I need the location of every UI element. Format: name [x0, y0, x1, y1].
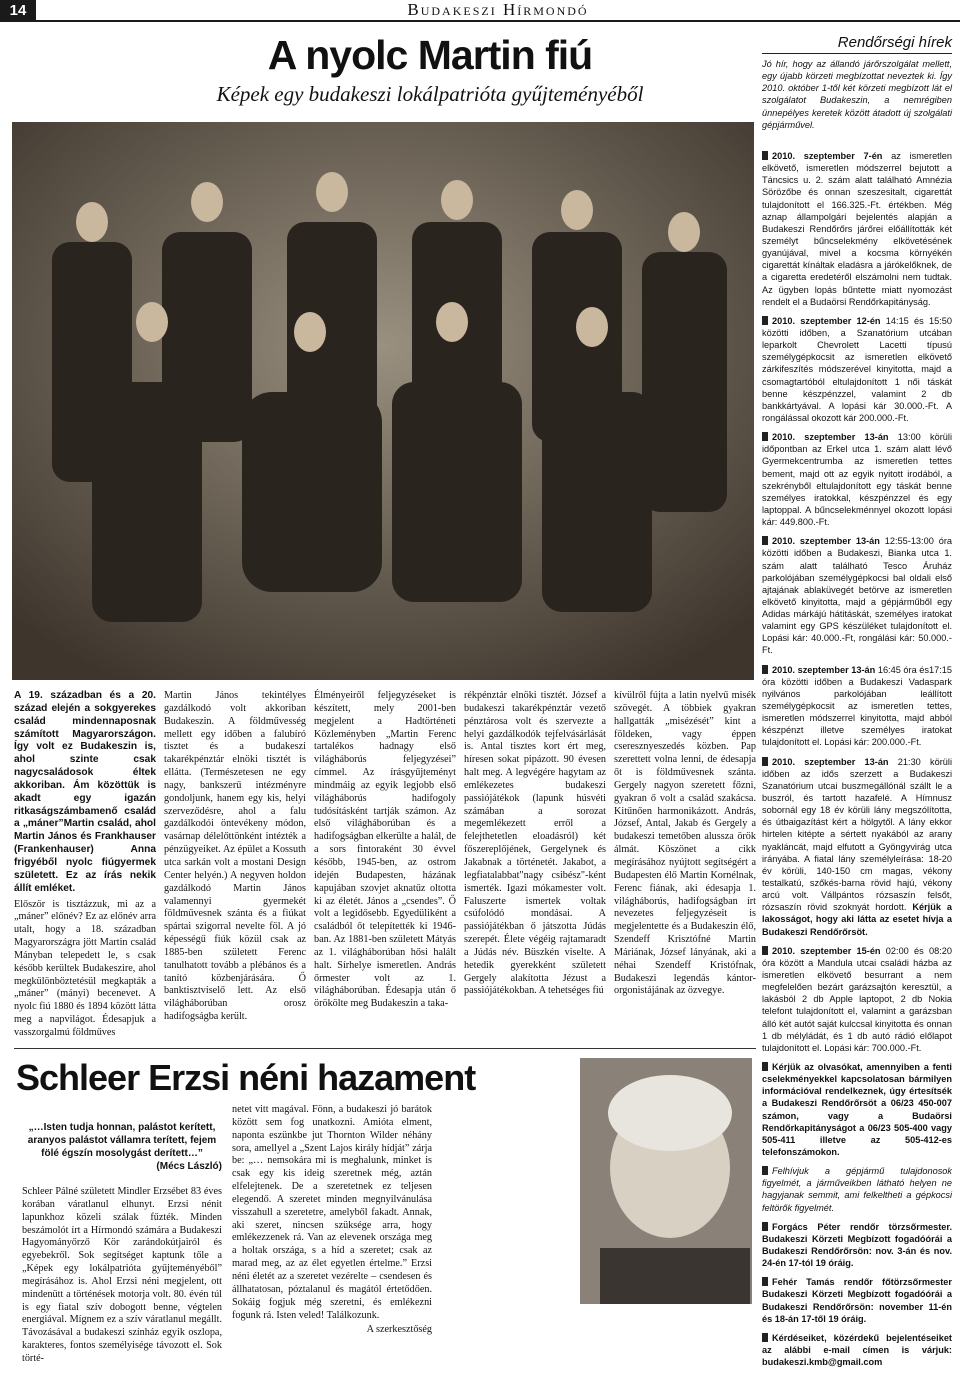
police-notice: Kérjük az olvasókat, amennyiben a fenti cselekményekkel kapcsolatosan bármilyen információval rendelkeznek, úgy értesítsék a Budakeszi Rendőrőrsöt a 06/23 450-007 számon, vagy a Budaörsi Rendőrkapitányságot a 06/23 505-400 vagy 505-411 illetve az 505-412-es telefonszámokon.	[762, 1061, 952, 1157]
page-number: 14	[0, 0, 36, 22]
article-subtitle: Képek egy budakeszi lokálpatrióta gyűjteményéből	[216, 82, 644, 106]
bullet-square-icon	[762, 432, 768, 441]
bullet-square-icon	[762, 536, 768, 545]
police-item: 2010. szeptember 13-án 12:55-13:00 óra közötti időben a Budakeszi, Bianka utca 1. szám alatt található Tesco Áruház parkolójában személygépkocsi bal oldali első ajtajának ablaküvegét betörve az ismeretlen elkövető kinyitotta, majd a gépjárműből egy Adidas márkájú hátitáskát, személyes iratokat valamint egy GPS készüléket tulajdonított el. Lopási kár: 40.000.-Ft, rongálási kár: 50.000.-Ft.	[762, 536, 952, 656]
portrait-photo	[580, 1058, 752, 1304]
police-news-heading: Rendőrségi hírek	[762, 34, 952, 54]
police-item: 2010. szeptember 13-án 13:00 körüli időpontban az Erkel utca 1. szám alatt lévő Gyermekcentrumba az ismeretlen tettes bement, majd ott az egyik nyitott irodából, a szekrényből eltulajdonított egy táskát benne személyes iratokkal, készpénzzel és egy laptoppal. A bűncselekménnyel okozott lopási kár: 449.800.-Ft.	[762, 432, 952, 528]
police-notice: Forgács Péter rendőr törzsőrmester. Budakeszi Körzeti Megbízott fogadóórái a Budakeszi Rendőrőrsön: nov. 3-án és nov. 24-én 17-tól 19 óráig.	[762, 1221, 952, 1269]
article-lead: A 19. században és a 20. század elején a sokgyerekes család mindennaposnak számított Magyarországon. Így volt ez Budakeszin is, ahol szinte csak nagycsaládosok éltek akkoriban. Ám közöttük is akadt egy igazán ritkaságszámbamenő család a „máner”Martin család, ahol Martin János és Frankhauser (Frankenhauser) Anna frigyéből nyolc fiúgyermek született. Ez az írás nekik állít emléket.	[14, 690, 156, 894]
bullet-square-icon	[762, 665, 768, 674]
bullet-square-icon	[762, 757, 768, 766]
police-item: 2010. szeptember 13-án 16:45 óra és17:15 óra közötti időben a Budakeszi Vadaspark nyilvános parkolójában leállított személygépkocsit az ismeretlen tettes, ismeretlen módszerrel kinyitotta, majd abból készpénzt illetve személyes iratokat tulajdonított el. Lopási kár: 200.000.-Ft.	[762, 664, 952, 748]
police-item: 2010. szeptember 7-én az ismeretlen elkövető, ismeretlen módszerrel bejutott a Táncsics u. 2. szám alatt található Amnézia Sörözőbe és onnan szeszesitalt, cigarettát tulajdonított el 166.325.-Ft. értékben. Még aznap állampolgári bejelentés alapján a Budakeszi Rendőrőrs járőrei előállították két személyt bűncselekmény elkövetésének gyanújával, mivel a kocsma környékén cigarettát kínáltak eladásra a járókelőknek, de a cigaretta eredetéről elszámolni nem tudtak. Az ügyben lopás bűntette miatt nyomozást rendelt el a Budaörsi Rendőrkapitányság.	[762, 151, 952, 307]
bullet-square-icon	[762, 1166, 768, 1175]
police-intro: Jó hír, hogy az állandó járőrszolgálat mellett, egy újabb körzeti megbízottat neveztek ki. Így 2010. október 1-től két körzeti megbízott lát el szolgálatot Budakeszin, a nemrégiben ünnepélyes keretek között átadott új szolgálati gépjárművel.	[762, 59, 952, 130]
police-notice: Fehér Tamás rendőr főtörzsőrmester Budakeszi Körzeti Megbízott fogadóórái a Budakeszi Rendőrőrsön: november 11-én és 18-án 17-től 19 óráig.	[762, 1277, 952, 1324]
obituary-title: Schleer Erzsi néni hazament	[16, 1057, 476, 1098]
family-group-photo	[12, 122, 754, 680]
article-column-1	[14, 690, 156, 1043]
bullet-square-icon	[762, 946, 768, 955]
police-item: 2010. szeptember 15-én 02:00 és 08:20 óra között a Mandula utcai családi házba az ismeretlen elkövető besurrant a nem megfelelően bezárt garázsajtón keresztül, a lakásból 2 db Apple laptopot, 2 db Nokia telefont tulajdonított el, valamint a garázsban álló két autót saját kulccsal kinyitotta és onnan 1 db mélyládát, és 1 db autó rádió előlapot tulajdonított el. Lopási kár: 700.000.-Ft.	[762, 945, 952, 1053]
bullet-square-icon	[762, 1062, 768, 1071]
bullet-square-icon	[762, 1222, 768, 1231]
article-text: Először is tisztázzuk, mi az a „máner” előnév? Ez az előnév arra utalt, hogy a 18. században Magyarországra jött Martin család Mányban telepedett le, s csak később kerültek Budakeszire, ahol megkülönböztetésül megkapták a „máner” (mányi) becenevet. A nyolc fiú 1880 és 1894 között látta meg a napvilágot. Édesapjuk a vasszorgalmú földműves	[14, 898, 156, 1038]
police-item: 2010. szeptember 13-án 21:30 körüli időben az idős szerzett a Budakeszi Szanatórium utcai buszmegállónál szállt le a buszról, és tartott hazafelé. A Hímnusz sobornál egy 18 év körüli lány megszólította, és útbaigazítást kért a hölgytől. A lány ekkor hirtelen kitépte a sértett nyakából az arany nyakláncát, majd elfutott a Gyöngyvirág utca irányába. A fiatal lány személyleírása: 18-20 év körüli, 140-150 cm magas, vékony testalkatú, szőkés-barna rövid hajú, vékony arcú volt. Vállpántos rózsaszín felsőt, rózsaszín rövid szoknyát hordott. Kérjük a lakosságot, hogy aki látta az esetet hívja a Budakeszi Rendőrőrsöt.	[762, 756, 952, 937]
bullet-square-icon	[762, 1333, 768, 1342]
obituary-signature: A szerkesztőség	[366, 1324, 432, 1336]
article-column-5: kívülről fújta a latin nyelvű misék szövegét. A többiek gyakran hallgatták „misézését” kint a földeken, vagy éppen cseresznyeszedés közben. Pap szerettett volna lenni, de édesapja őt is földművesnek szánta. Gergely nagyon szeretett főzni, gyakran ő volt a család szakácsa. Kitűnően harmonikázott. András, József, Antal, Jakab és Gergely a budakeszi temetőben alussza örök álmát. Köszönet a cikk megírásához nyújtott segítségért a Budapesten élő Martin Kornélnak, Ferenc fiának, aki édesapja 1. világháborús, hadifogságban írt nevezetes feljegyzéseit is megjelentette és a Budakeszin élő, Szendeff Krisztófné Martin Máriának, József lányának, aki a néhai Szendeff Kristófnak, Budakeszi legendás kántor-orgonistájának az özvegye.	[614, 690, 756, 997]
section-divider	[14, 1048, 756, 1049]
police-notice: Kérdéseiket, közérdekű bejelentéseiket az alábbi e-mail címen is várjuk: budakeszi.kmb@gmail.com	[762, 1332, 952, 1368]
bullet-square-icon	[762, 1277, 768, 1286]
police-notice: Felhívjuk a gépjármű tulajdonosok figyelmét, a járműveikben látható helyen ne hagyjanak semmit, ami felkeltheti a gépkocsi feltörők figyelmét.	[762, 1166, 952, 1213]
bullet-square-icon	[762, 316, 768, 325]
police-item: 2010. szeptember 12-én 14:15 és 15:50 közötti időben, a Szanatórium utcában leparkolt Chevrolett Lacetti típusú személygépkocsit az ismeretlen elkövető zárkifeszítés módszerével kinyitotta, majd a csomagtartóból eltulajdonított 1 női táskát benne készpénzzel, valamint 2 db bankkártyával. A lopási kár 30.000.-Ft. A rongálással okozott kár 200.000.-Ft.	[762, 315, 952, 423]
article-column-3: Élményeiről feljegyzéseket is készített, mely 2001-ben megjelent a Hadtörténeti Közleményben „Martin Ferenc tartalékos hadnagy első világháborús feljegyzései” címmel. Az írásgyűjteményt mindmáig az egyik legjobb első világháborús hadifogoly tudósításként tartják számon. Az első világháborúban és a hadifogságban elkerülte a halál, de a sors fintoraként 30 évvel később, 1945-ben, az ostrom idején Budapesten, házának kapujában szovjet aknatűz oltotta ki az életét. János a „csendes”. Ő volt a legidősebb. Egyedüliként a családból őt telepítették ki 1946-ban. Az 1881-ben született Mátyás az 1. világháborúban hősi halált halt. Sírhelye ismeretlen. András őrmester volt az 1. világháborúban. Édesapja után ő örökölte meg Budakeszin a taka-	[314, 690, 456, 1010]
police-items	[762, 150, 952, 1375]
bullet-square-icon	[762, 151, 768, 160]
obituary-column-2: netet vitt magával. Fönn, a budakeszi jó barátok között sem fog unatkozni. Amióta elment, naponta eszünkbe jut Thornton Wilder néhány sora, amellyel a „Szent Lajos király hídját” zárja be: „… nemsokára mi is meghalunk, minket is csak egy kis ideig szeretnek még, aztán elfelejtenek. De a szeretetnek ez teljesen elegendő. A szeretet minden megnyilvánulása visszahull a szeretetre, amelyből fakadt. Annak, aki szeret, nincsen szüksége arra, hogy emlékezzenek rá. Van az elevenek országa meg a holtak országa, s a híd a szeretet; csak az marad meg, az az élet egyetlen értelme.” Erzsi néni életét az a szeretet vezérelte – csendesen és állhatatosan, póztalanul és magától értetődően. Sokáig fogjuk még szeretni, és emlékezni fogunk rá. Isten veled! Találkozunk. A szerkesztőség	[232, 1104, 432, 1336]
article-column-4: rékpénztár elnöki tisztét. József a budakeszi takarékpénztár vezető pénztárosa volt és szervezte a helyi gazdálkodók tejfelvásárlását is. Antal tisztes kort ért meg, híresen sokat pipázott. 90 évesen halt meg. A legvégére hagytam az emlékezetes budakeszi passiójátékok (lapunk húsvéti számában a sorozat megemlékezett erről a felejthetetlen eloadásról) két főszereplőjének, Gergelynek és Jakabnak a történetét. Jakabot, a legfiatalabbat"nagy csibész"-ként ismerték. Igazi mókamester volt. Faluszerte ismertek voltak csúfolódó mondásai. A passiójátékban ő játszotta Júdás szerepét. Élete végéig rajtamaradt a Júdás név. Büszkén viselte. A hetedik gyerekként született Gergely alakította Jézust a passiójátékokban. A tehetséges fiú	[464, 690, 606, 997]
obituary-quote: „…Isten tudja honnan, palástot kerített, aranyos palástot vállamra terített, fejem fölé égszín mosolygást derített…” (Mécs László)	[27, 1122, 222, 1172]
article-column-2: Martin János tekintélyes gazdálkodó volt akkoriban Budakeszin. A földművesség mellett egy időben a falubíró tisztet és a budakeszi takarékpénztár elnöki tisztét is ellátta. (Természetesen ne egy nagy, bankszerű intézményre gondoljunk, hanem egy kis, helyi szerveződésre, ahol a falu gazdálkodói öntevékeny módon, vasárnap délelőttönként intézték a pénzügyeiket. Az épület a Kossuth utca sarkán volt a mostani Design Center helyén.) A negyven holdon gazdálkodó Martin János valamennyi gyermekét földművesnek szánta és a fiúkat spártai szigorral nevelte föl. A jó képességű fiúk közül csak az 1885-ben született Ferenc tanulhatott tovább a plébános és a tanító közbenjárására. Ő banktisztviselő lett. Az első világháborúban orosz hadifogságba került.	[164, 690, 306, 1023]
masthead: Budakeszi Hírmondó	[36, 0, 960, 22]
article-title: A nyolc Martin fiú	[267, 32, 593, 78]
obituary-column-1: Schleer Pálné született Mindler Erzsébet 83 éves korában váratlanul elhunyt. Erzsi nénit lapunkhoz közeli szálak fűzték. Minden beszámolót írt a Hírmondó számára a Budakeszi Hagyományőrző Kör zarándokútjairól és egyebekről. Sok segítséget kaptunk tőle a „Képek egy lokálpatrióta gyűjteményéből” megírásához is. Ahol Erzsi néni megjelent, ott mindenütt a történések motorja volt. 80. évén túl is egy fiatal szív dobogott benne, végtelen energiával. Mígnem ez a szív váratlanul megállt. Távozásával a budakeszi színház egyik oszlopa, karakteres, fontos személyisége távozott el. Sok törté-	[22, 1186, 222, 1364]
